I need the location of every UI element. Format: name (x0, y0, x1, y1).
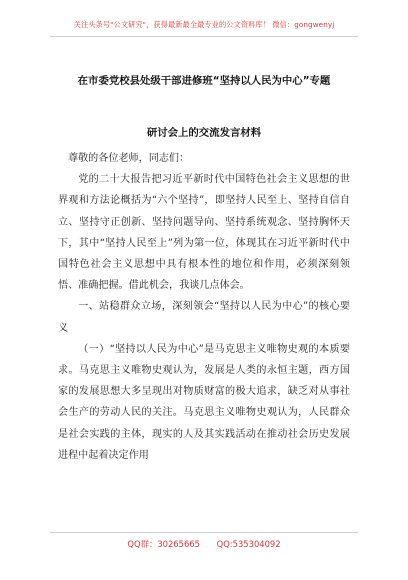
body-paragraph: （一）“坚持以人民为中心”是马克思主义唯物史观的本质要求。马克思主义唯物史观认为，发展是人类的永恒主题，西方国家的发展思想大多呈现出对物质财富的极大追求，缺乏对从事社会生产的劳动人民的关注。马克思主义唯物史观认为，人民群众是社会实践的主体，现实的人及其实践活动在推动社会历史发展进程中起着决定作用 (58, 343, 350, 461)
body-paragraph: 党的二十大报告把习近平新时代中国特色社会主义思想的世界观和方法论概括为“六个坚持”，即坚持人民至上、坚持自信自立、坚持守正创新、坚持问题导向、坚持系统观念、坚持胸怀天下，其中“坚持人民至上”列为第一位，体现其在习近平新时代中国特色社会主义思想中具有根本性的地位和作用，必须深刻领悟、准确把握。借此机会，我谈几点体会。 (58, 174, 350, 292)
document-body (58, 148, 350, 466)
footer (0, 538, 408, 550)
footer-divider (50, 532, 358, 533)
header-banner: 关注头条号"公文研究"，获得最新最全最专业的公文资料库！ 微信：gongwenyj (73, 20, 335, 29)
footer-qq: QQ:535304092 (216, 539, 281, 549)
salutation: 尊敬的各位老师，同志们： (68, 153, 190, 164)
footer-qq-group: QQ群：30265665 (127, 539, 200, 549)
section-heading: 一、站稳群众立场，深刻领会“坚持以人民为中心”的核心要义 (58, 301, 350, 334)
document-title-line-2: 研讨会上的交流发言材料 (146, 127, 262, 139)
header-divider (50, 36, 358, 37)
document-title-line-1: 在市委党校县处级干部进修班“坚持以人民为中心”专题 (77, 75, 331, 87)
